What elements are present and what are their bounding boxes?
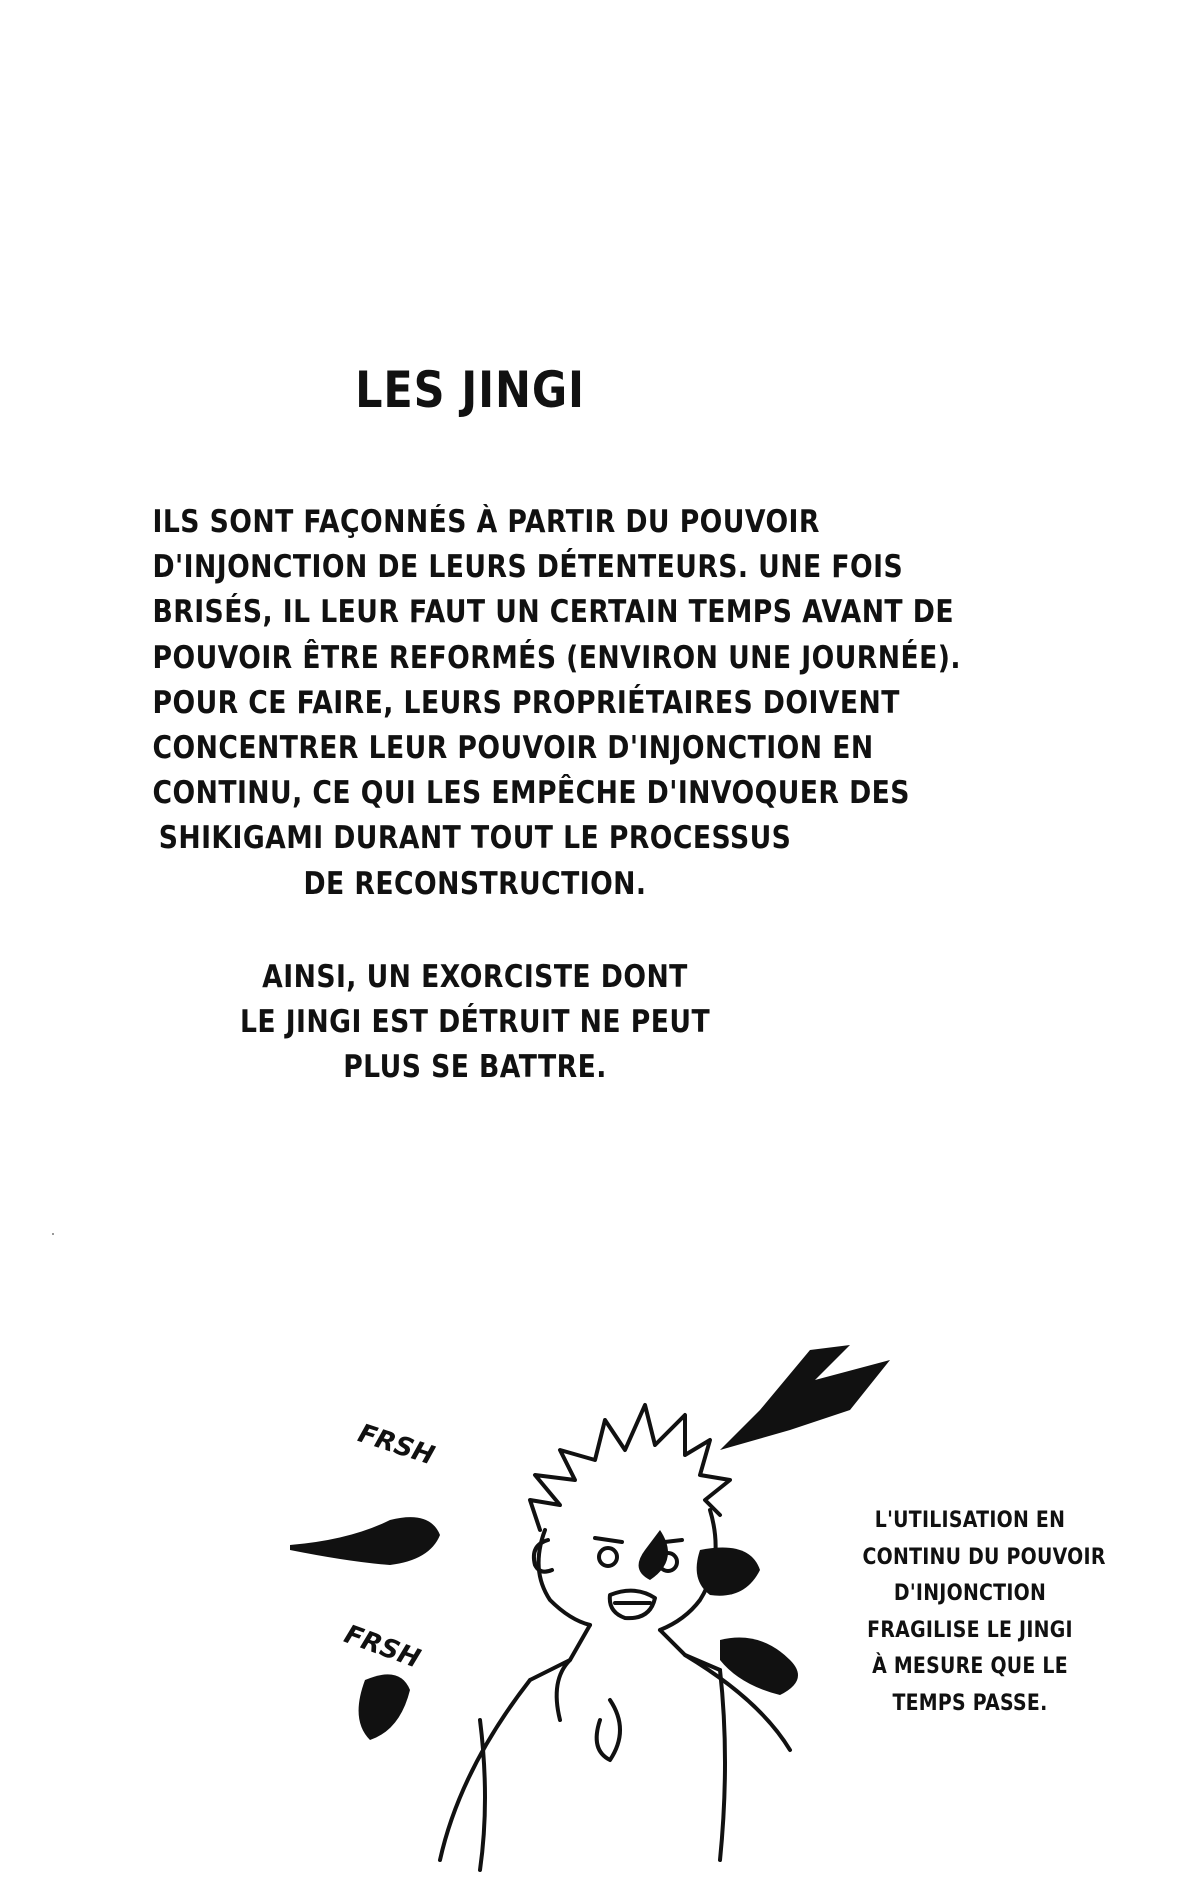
text-line: POUR CE FAIRE, LEURS PROPRIÉTAIRES DOIVENT: [152, 684, 900, 721]
text-line: AINSI, UN EXORCISTE DONT: [262, 959, 688, 995]
caption-line: D'INJONCTION: [893, 1581, 1047, 1606]
illustration-caption: [862, 1503, 1106, 1722]
text-line: D'INJONCTION DE LEURS DÉTENTEURS. UNE FOIS: [152, 549, 904, 586]
text-line: BRISÉS, IL LEUR FAUT UN CERTAIN TEMPS AVANT DE: [152, 594, 954, 631]
text-line: SHIKIGAMI DURANT TOUT LE PROCESSUS: [158, 820, 792, 857]
text-line: CONCENTRER LEUR POUVOIR D'INJONCTION EN: [152, 730, 874, 767]
conclusion-paragraph: [153, 955, 798, 1091]
caption-line: TEMPS PASSE.: [892, 1690, 1048, 1716]
caption-line: FRAGILISE LE JINGI: [867, 1617, 1073, 1643]
page-title: LES JINGI: [355, 361, 585, 419]
text-line: DE RECONSTRUCTION.: [303, 865, 647, 902]
sound-effect-frsh: FRSH: [340, 1619, 425, 1675]
text-line: PLUS SE BATTRE.: [343, 1049, 607, 1086]
caption-line: À MESURE QUE LE: [872, 1654, 1068, 1679]
caption-line: CONTINU DU POUVOIR: [862, 1544, 1106, 1570]
text-line: POUVOIR ÊTRE REFORMÉS (ENVIRON UNE JOURNÉE).: [152, 639, 961, 676]
sound-effect-frsh: FRSH: [354, 1418, 439, 1472]
caption-line: L'UTILISATION EN: [874, 1508, 1066, 1533]
text-line: CONTINU, CE QUI LES EMPÊCHE D'INVOQUER DES: [152, 775, 910, 812]
text-line: LE JINGI EST DÉTRUIT NE PEUT: [239, 1004, 711, 1041]
explanation-paragraph: [152, 500, 961, 907]
ink-speck: [52, 1233, 54, 1235]
text-line: ILS SONT FAÇONNÉS À PARTIR DU POUVOIR: [152, 504, 820, 540]
